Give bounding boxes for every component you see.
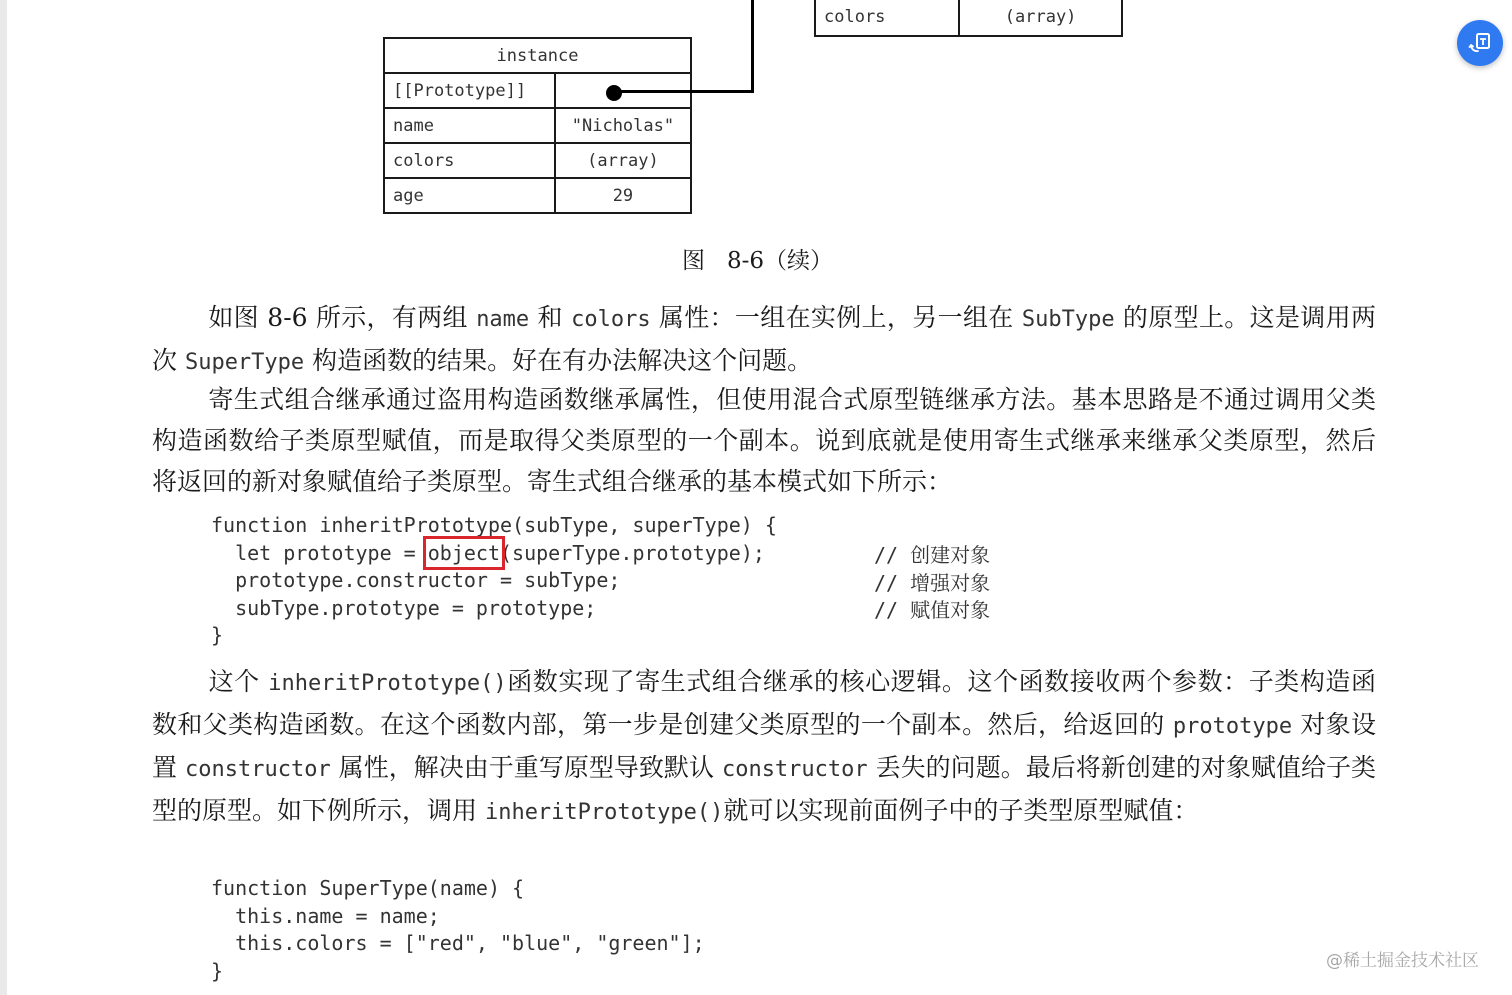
instance-table-header: instance: [384, 38, 691, 73]
code-comment: // 创建对象: [874, 543, 991, 567]
inline-code: colors: [571, 307, 651, 332]
para2-text: 寄生式组合继承通过盗用构造函数继承属性，但使用混合式原型链继承方法。基本思路是不通过调用父类构造函数给子类原型赋值，而是取得父类原型的一个副本。说到底就是使用寄生式继承来继承父类原型，然后将返回的新对象赋值给子类原型。寄生式组合继承的基本模式如下所示：: [152, 385, 1376, 496]
code-comment: // 增强对象: [874, 571, 991, 595]
code-block-inherit-prototype: [211, 512, 777, 650]
inline-code: constructor: [721, 757, 868, 782]
inline-code: inheritPrototype(): [268, 671, 507, 696]
row-age-label: age: [384, 178, 555, 213]
inline-code: SubType: [1021, 307, 1115, 332]
para1-text: 的原型上。这是调用两次: [152, 303, 1376, 375]
inline-code: name: [476, 307, 530, 332]
watermark: @稀土掘金技术社区: [1326, 951, 1479, 971]
prototype-table-partial: [814, 0, 1123, 37]
row-colors-value: (array): [555, 143, 691, 178]
translate-icon[interactable]: [1457, 20, 1503, 66]
para1-text: 如图 8-6 所示，有两组: [208, 303, 477, 332]
row-name-value: "Nicholas": [555, 108, 691, 143]
prototype-colors-value: (array): [959, 0, 1122, 36]
para1-text: 构造函数的结果。好在有办法解决这个问题。: [304, 346, 813, 375]
code-line: }: [211, 623, 224, 647]
code-line: subType.prototype = prototype;: [211, 595, 597, 620]
code-line: (superType.prototype);: [500, 540, 765, 565]
para3-text: 丢失的问题。最后将新创建的对象赋值给子类型的原型。如下例所示，调用: [152, 753, 1377, 825]
pointer-connector-horizontal: [614, 90, 754, 93]
inline-code: prototype: [1172, 714, 1293, 739]
para3-text: 对象设置: [152, 710, 1377, 782]
para3-text: 属性，解决由于重写原型导致默认: [330, 753, 722, 782]
highlighted-object-call: object: [427, 540, 500, 565]
row-age-value: 29: [555, 178, 691, 213]
para3-text: 这个: [208, 667, 269, 696]
row-name-label: name: [384, 108, 555, 143]
translate-icon-glyph: [1468, 31, 1492, 55]
left-scroll-edge: [0, 0, 7, 995]
para3-text: 就可以实现前面例子中的子类型原型赋值：: [723, 796, 1199, 825]
para3-text: 函数实现了寄生式组合继承的核心逻辑。这个函数接收两个参数：子类构造函数和父类构造函数。在这个函数内部，第一步是创建父类原型的一个副本。然后，给返回的: [152, 667, 1376, 739]
figure-caption: [682, 242, 833, 275]
inline-code: constructor: [185, 757, 331, 782]
pointer-connector-vertical: [751, 0, 754, 93]
para1-text: 属性：一组在实例上，另一组在: [650, 303, 1022, 332]
inline-code: inheritPrototype(): [484, 800, 724, 825]
code-line: this.colors = ["red", "blue", "green"];: [211, 931, 705, 955]
paragraph-1: [152, 297, 1376, 383]
para1-text: 和: [529, 303, 572, 332]
prototype-colors-label: colors: [815, 0, 959, 36]
code-line: function SuperType(name) {: [211, 876, 525, 900]
code-line: this.name = name;: [211, 903, 440, 928]
code-line: let prototype =: [211, 540, 428, 565]
paragraph-2: [152, 379, 1376, 502]
figure-caption-label: 图: [682, 248, 705, 274]
row-colors-label: colors: [384, 143, 555, 178]
paragraph-3: [152, 661, 1376, 833]
figure-caption-number: 8-6（续）: [727, 248, 834, 274]
code-line: prototype.constructor = subType;: [211, 568, 621, 592]
row-prototype-label: [[Prototype]]: [384, 73, 555, 108]
inline-code: SuperType: [184, 350, 305, 375]
code-line: }: [211, 958, 224, 983]
code-line: function inheritPrototype(subType, superType) {: [211, 513, 777, 537]
pointer-dot: [606, 85, 622, 101]
code-block-supertype: [211, 875, 705, 985]
instance-table: [383, 37, 692, 214]
code-comment: // 赋值对象: [874, 598, 991, 622]
